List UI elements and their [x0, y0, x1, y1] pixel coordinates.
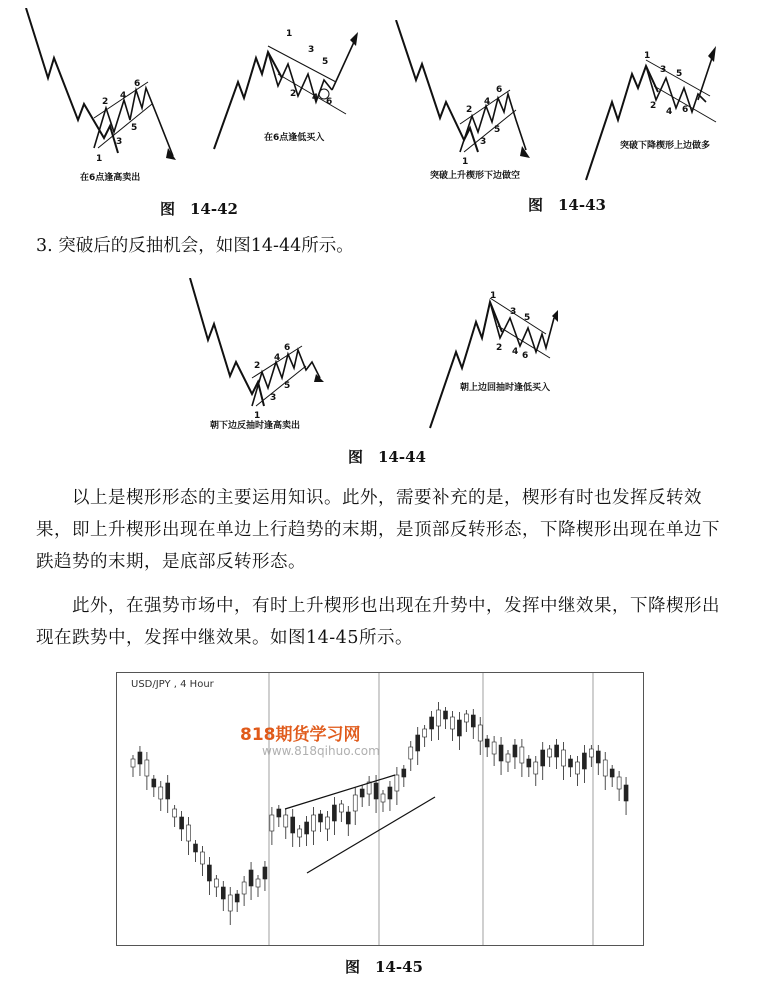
- candle-body: [534, 762, 538, 774]
- candle-body: [395, 775, 399, 791]
- candle-body: [228, 895, 232, 911]
- candle-body: [221, 887, 225, 899]
- figure-14-44-right: [420, 282, 580, 432]
- candle-body: [235, 894, 239, 902]
- candle-body: [416, 735, 420, 751]
- svg-text:4: 4: [274, 353, 281, 363]
- candle-body: [457, 720, 461, 736]
- candle-body: [159, 787, 163, 799]
- candle-body: [513, 745, 517, 757]
- candle-body: [478, 725, 482, 741]
- candle-body: [249, 870, 253, 886]
- candle-body: [527, 759, 531, 767]
- svg-text:5: 5: [284, 381, 291, 391]
- paragraph-1: [36, 482, 736, 578]
- paragraph-1-text: 以上是楔形形态的主要运用知识。此外，需要补充的是，楔形有时也发挥反转效果，即上升楔形出现在单边上行趋势的末期，是顶部反转形态，下降楔形出现在单边下跌趋势的末期，是底部反转形态。: [36, 488, 720, 572]
- caption-14-44: 图 14-44: [348, 448, 426, 466]
- candle-body: [499, 745, 503, 761]
- fig44-left-label: 朝下边反抽时逢高卖出: [210, 421, 301, 431]
- svg-text:6: 6: [496, 85, 503, 95]
- candle-body: [339, 804, 343, 812]
- fig43-left-label: 突破上升楔形下边做空: [430, 171, 521, 180]
- svg-text:1: 1: [254, 411, 261, 421]
- candle-body: [180, 817, 184, 829]
- svg-text:2: 2: [102, 97, 109, 107]
- svg-text:1: 1: [490, 291, 497, 301]
- candle-body: [138, 752, 142, 764]
- candle-body: [520, 747, 524, 763]
- candle-body: [284, 815, 288, 827]
- candle-body: [346, 812, 350, 824]
- candle-body: [305, 822, 309, 834]
- candle-body: [596, 751, 600, 763]
- svg-text:3: 3: [116, 137, 123, 147]
- candle-body: [187, 825, 191, 841]
- figure-14-42-right: [196, 14, 376, 154]
- svg-text:5: 5: [131, 123, 138, 133]
- chart-title: USD/JPY , 4 Hour: [131, 679, 214, 690]
- candle-body: [194, 844, 198, 852]
- figure-14-42-left: [18, 8, 188, 188]
- candlestick-plot: [117, 673, 643, 945]
- candle-body: [562, 750, 566, 766]
- watermark-url: www.818qihuo.com: [262, 744, 380, 758]
- candle-body: [242, 882, 246, 894]
- candle-body: [263, 867, 267, 879]
- candle-body: [485, 739, 489, 747]
- svg-text:6: 6: [682, 105, 689, 115]
- svg-text:2: 2: [650, 101, 657, 111]
- candle-body: [589, 749, 593, 757]
- candle-body: [409, 747, 413, 759]
- candle-body: [214, 879, 218, 887]
- candle-body: [360, 789, 364, 797]
- candle-body: [388, 787, 392, 799]
- svg-text:1: 1: [96, 154, 103, 164]
- candle-body: [166, 783, 170, 799]
- figure-14-43-left: [386, 20, 556, 180]
- svg-text:5: 5: [322, 57, 329, 67]
- svg-text:6: 6: [326, 97, 333, 107]
- candle-body: [319, 814, 323, 822]
- figure-14-43-right: [576, 30, 756, 190]
- candle-body: [402, 769, 406, 777]
- candle-body: [152, 779, 156, 787]
- paragraph-2-text: 此外，在强势市场中，有时上升楔形也出现在升势中，发挥中继效果，下降楔形出现在跌势中，发挥中继效果。如图14-45所示。: [36, 596, 720, 648]
- svg-text:2: 2: [254, 361, 261, 371]
- svg-text:1: 1: [462, 157, 469, 167]
- svg-text:2: 2: [290, 89, 297, 99]
- candle-body: [555, 745, 559, 757]
- svg-text:3: 3: [660, 65, 667, 75]
- fig42-right-label: 在6点逢低买入: [264, 133, 325, 143]
- candle-body: [381, 794, 385, 802]
- candle-body: [471, 715, 475, 727]
- svg-text:5: 5: [676, 69, 683, 79]
- candle-body: [437, 710, 441, 726]
- fig42-left-label: 在6点逢高卖出: [80, 173, 141, 183]
- candle-body: [492, 742, 496, 754]
- candle-body: [145, 760, 149, 776]
- candle-body: [325, 817, 329, 829]
- svg-text:3: 3: [480, 137, 487, 147]
- candle-body: [270, 815, 274, 831]
- wedge-trendline: [307, 797, 435, 873]
- candle-body: [624, 785, 628, 801]
- svg-text:3: 3: [270, 393, 277, 403]
- candle-body: [200, 852, 204, 864]
- candle-body: [332, 805, 336, 821]
- candle-body: [256, 879, 260, 887]
- svg-text:4: 4: [484, 97, 491, 107]
- candle-body: [374, 783, 378, 799]
- chart-14-45: [116, 672, 644, 946]
- svg-text:2: 2: [466, 105, 473, 115]
- caption-14-45: 图 14-45: [345, 958, 423, 976]
- svg-text:4: 4: [120, 91, 127, 101]
- candle-body: [575, 762, 579, 774]
- watermark-logo-text: 818期货学习网: [240, 725, 361, 745]
- figure-14-44-left: [180, 278, 340, 438]
- candle-body: [569, 759, 573, 767]
- candle-body: [541, 750, 545, 766]
- svg-text:5: 5: [524, 313, 531, 323]
- svg-text:6: 6: [522, 351, 529, 361]
- svg-text:3: 3: [308, 45, 315, 55]
- candle-body: [207, 865, 211, 881]
- svg-text:4: 4: [512, 347, 519, 357]
- svg-text:6: 6: [284, 343, 291, 353]
- candle-body: [173, 809, 177, 817]
- candle-body: [423, 729, 427, 737]
- candle-body: [312, 815, 316, 831]
- svg-text:4: 4: [312, 93, 319, 103]
- section-heading: 3. 突破后的反抽机会，如图14-44所示。: [36, 236, 354, 256]
- svg-text:5: 5: [494, 125, 501, 135]
- candle-body: [450, 717, 454, 729]
- candle-body: [291, 817, 295, 833]
- svg-text:3: 3: [510, 307, 517, 317]
- caption-14-42: 图 14-42: [160, 200, 238, 218]
- candle-body: [444, 711, 448, 719]
- candle-body: [430, 717, 434, 729]
- candle-body: [298, 829, 302, 837]
- candle-body: [506, 754, 510, 762]
- fig44-right-label: 朝上边回抽时逢低买入: [460, 383, 551, 393]
- fig43-right-label: 突破下降楔形上边做多: [620, 141, 711, 151]
- candle-body: [603, 760, 607, 776]
- svg-text:4: 4: [666, 107, 673, 117]
- candle-body: [610, 769, 614, 777]
- svg-text:1: 1: [286, 29, 293, 39]
- candle-body: [131, 759, 135, 767]
- svg-text:2: 2: [496, 343, 503, 353]
- caption-14-43: 图 14-43: [528, 196, 606, 214]
- candle-body: [617, 777, 621, 789]
- candle-body: [548, 749, 552, 757]
- candle-body: [582, 753, 586, 769]
- svg-text:6: 6: [134, 79, 141, 89]
- svg-text:1: 1: [644, 51, 651, 61]
- paragraph-2: [36, 590, 736, 654]
- candle-body: [464, 714, 468, 722]
- candle-body: [277, 809, 281, 817]
- candle-body: [353, 795, 357, 811]
